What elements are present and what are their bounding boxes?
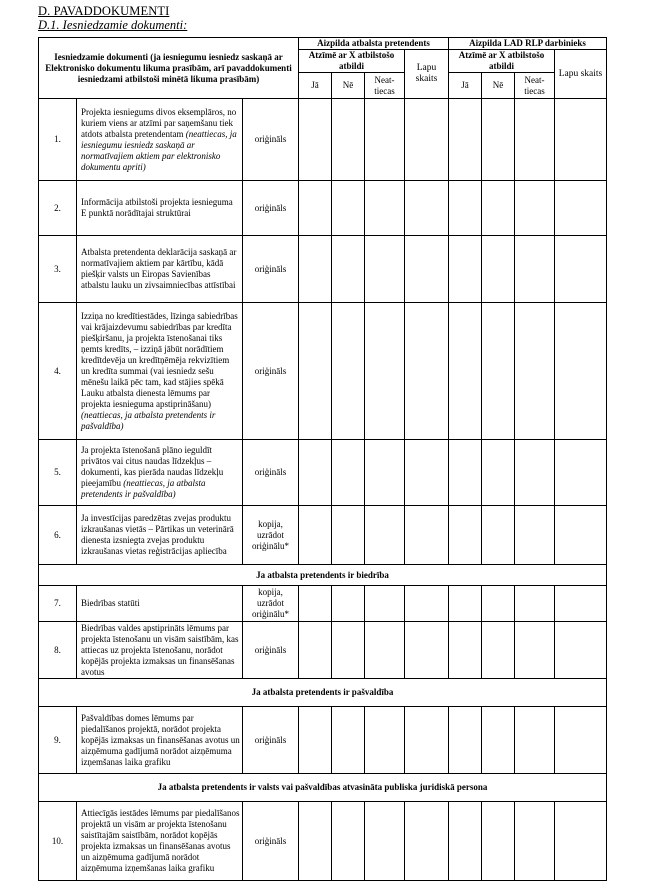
lad-pages-cell[interactable] — [555, 506, 607, 565]
group-header-association: Ja atbalsta pretendents ir biedrība — [39, 565, 607, 586]
row-doc-type: oriģināls — [243, 181, 299, 236]
row-number: 2. — [39, 181, 77, 236]
lad-pages-cell[interactable] — [555, 622, 607, 679]
group-header-municipality: Ja atbalsta pretendents ir pašvaldība — [39, 679, 607, 707]
lad-pages-cell[interactable] — [555, 586, 607, 622]
lad-no-cell[interactable] — [482, 586, 515, 622]
lad-yes-cell[interactable] — [449, 236, 482, 303]
lad-no-cell[interactable] — [482, 303, 515, 440]
applicant-no-cell[interactable] — [332, 440, 365, 506]
applicant-na-cell[interactable] — [365, 506, 405, 565]
lad-pages-cell[interactable] — [555, 236, 607, 303]
applicant-pages-cell[interactable] — [405, 303, 449, 440]
lad-yes-cell[interactable] — [449, 586, 482, 622]
applicant-pages-cell[interactable] — [405, 802, 449, 881]
lad-na-header: Neat-tiecas — [515, 73, 555, 99]
table-row — [39, 506, 607, 565]
row-number: 6. — [39, 506, 77, 565]
row-doc-type: oriģināls — [243, 99, 299, 181]
row-doc-type: oriģināls — [243, 303, 299, 440]
row-number: 9. — [39, 707, 77, 774]
row-doc-type: oriģināls — [243, 802, 299, 881]
applicant-na-cell[interactable] — [365, 707, 405, 774]
row-doc-type: oriģināls — [243, 707, 299, 774]
applicant-yes-cell[interactable] — [299, 181, 332, 236]
applicant-pages-cell[interactable] — [405, 440, 449, 506]
row-description: Attiecīgās iestādes lēmums par piedalīšanos projektā un visām ar projekta īstenošanu saistītajām saistībām, norādot kopējās projekta izmaksas un finansēšanas avotus un aizņēmuma gadījumā norādot aizņēmuma izņemšanas laika grafiku — [77, 802, 243, 881]
row-number: 4. — [39, 303, 77, 440]
row-description: Pašvaldības domes lēmums par piedalīšanos projektā, norādot projekta kopējās izmaksas un finansēšanas avotus un aizņēmuma gadījumā norādot aizņēmuma izņemšanas laika grafiku — [77, 707, 243, 774]
applicant-na-cell[interactable] — [365, 622, 405, 679]
row-description: Informācija atbilstoši projekta iesnieguma E punktā norādītajai struktūrai — [77, 181, 243, 236]
applicant-yes-cell[interactable] — [299, 802, 332, 881]
applicant-no-cell[interactable] — [332, 181, 365, 236]
applicant-pages-cell[interactable] — [405, 622, 449, 679]
row-doc-type: kopija, uzrādot oriģinālu* — [243, 506, 299, 565]
applicant-pages-cell[interactable] — [405, 586, 449, 622]
applicant-yes-cell[interactable] — [299, 707, 332, 774]
group-header-public-entity: Ja atbalsta pretendents ir valsts vai pašvaldības atvasināta publiska juridiskā persona — [39, 774, 607, 802]
applicant-na-cell[interactable] — [365, 440, 405, 506]
applicant-no-cell[interactable] — [332, 622, 365, 679]
lad-na-cell[interactable] — [515, 181, 555, 236]
lad-pages-cell[interactable] — [555, 99, 607, 181]
row-doc-type: kopija, uzrādot oriģinālu* — [243, 586, 299, 622]
table-row — [39, 236, 607, 303]
applicant-yes-cell[interactable] — [299, 303, 332, 440]
table-row — [39, 707, 607, 774]
row-number: 5. — [39, 440, 77, 506]
row-doc-type: oriģināls — [243, 236, 299, 303]
applicant-yes-cell[interactable] — [299, 99, 332, 181]
row-number: 7. — [39, 586, 77, 622]
applicant-group-header: Aizpilda atbalsta pretendents — [299, 38, 449, 50]
lad-yes-cell[interactable] — [449, 802, 482, 881]
lad-na-cell[interactable] — [515, 440, 555, 506]
applicant-yes-cell[interactable] — [299, 236, 332, 303]
applicant-no-cell[interactable] — [332, 99, 365, 181]
row-description: Ja projekta īstenošanā plāno ieguldīt privātos vai citus naudas līdzekļus – dokumenti, kas pierāda naudas līdzekļu pieejamību (neattiecas, ja atbalsta pretendents ir pašvaldība) — [77, 440, 243, 506]
applicant-na-header: Neat-tiecas — [365, 73, 405, 99]
row-number: 3. — [39, 236, 77, 303]
applicant-no-header: Nē — [332, 73, 365, 99]
row-number: 10. — [39, 802, 77, 881]
lad-no-cell[interactable] — [482, 99, 515, 181]
lad-mark-header: Atzīmē ar X atbilstošo atbildi — [449, 50, 555, 73]
documents-table — [38, 37, 607, 881]
lad-no-cell[interactable] — [482, 707, 515, 774]
table-row — [39, 622, 607, 679]
lad-na-cell[interactable] — [515, 506, 555, 565]
applicant-no-cell[interactable] — [332, 506, 365, 565]
row-description: Biedrības statūti — [77, 586, 243, 622]
applicant-pages-cell[interactable] — [405, 236, 449, 303]
lad-group-header: Aizpilda LAD RLP darbinieks — [449, 38, 607, 50]
row-description: Projekta iesniegums divos eksemplāros, no kuriem viens ar atzīmi par saņemšanu tiek atdots atbalsta pretendentam (neattiecas, ja iesniegumu iesniedz saskaņā ar normatīvajiem aktiem par elektronisko dokumentu apriti) — [77, 99, 243, 181]
lad-pages-cell[interactable] — [555, 181, 607, 236]
applicant-yes-cell[interactable] — [299, 622, 332, 679]
row-description: Ja investīcijas paredzētas zvejas produktu izkraušanas vietās – Pārtikas un veterinārā dienesta izsniegta zvejas produktu izkraušanas vietas reģistrācijas apliecība — [77, 506, 243, 565]
applicant-na-cell[interactable] — [365, 99, 405, 181]
lad-pages-cell[interactable] — [555, 440, 607, 506]
lad-no-cell[interactable] — [482, 440, 515, 506]
applicant-na-cell[interactable] — [365, 586, 405, 622]
lad-yes-cell[interactable] — [449, 440, 482, 506]
lad-na-cell[interactable] — [515, 802, 555, 881]
lad-pages-cell[interactable] — [555, 707, 607, 774]
lad-no-cell[interactable] — [482, 181, 515, 236]
lad-na-cell[interactable] — [515, 586, 555, 622]
lad-na-cell[interactable] — [515, 707, 555, 774]
row-description: Biedrības valdes apstiprināts lēmums par projekta īstenošanu un visām saistībām, kas attiecas uz projekta īstenošanu, norādot kopējās projekta izmaksas un finansēšanas avotus — [77, 622, 243, 679]
lad-yes-cell[interactable] — [449, 622, 482, 679]
lad-na-cell[interactable] — [515, 622, 555, 679]
lad-na-cell[interactable] — [515, 99, 555, 181]
lad-no-cell[interactable] — [482, 802, 515, 881]
table-row — [39, 181, 607, 236]
applicant-na-cell[interactable] — [365, 236, 405, 303]
lad-na-cell[interactable] — [515, 236, 555, 303]
applicant-mark-header: Atzīmē ar X atbilstošo atbildi — [299, 50, 405, 73]
documents-column-header: Iesniedzamie dokumenti (ja iesniegumu iesniedz saskaņā ar Elektronisko dokumentu likuma prasībām, arī pavaddokumenti iesniedzami atbilstoši minētā likuma prasībām) — [39, 38, 299, 99]
applicant-no-cell[interactable] — [332, 303, 365, 440]
lad-no-header: Nē — [482, 73, 515, 99]
applicant-no-cell[interactable] — [332, 586, 365, 622]
lad-yes-cell[interactable] — [449, 506, 482, 565]
lad-yes-cell[interactable] — [449, 303, 482, 440]
applicant-no-cell[interactable] — [332, 802, 365, 881]
table-row — [39, 303, 607, 440]
applicant-yes-cell[interactable] — [299, 440, 332, 506]
lad-pages-header: Lapu skaits — [555, 50, 607, 99]
lad-yes-cell[interactable] — [449, 99, 482, 181]
applicant-yes-cell[interactable] — [299, 506, 332, 565]
row-number: 8. — [39, 622, 77, 679]
lad-pages-cell[interactable] — [555, 303, 607, 440]
row-doc-type: oriģināls — [243, 440, 299, 506]
applicant-na-cell[interactable] — [365, 303, 405, 440]
table-row — [39, 440, 607, 506]
table-row — [39, 99, 607, 181]
lad-na-cell[interactable] — [515, 303, 555, 440]
applicant-pages-header: Lapu skaits — [405, 50, 449, 99]
row-description: Izziņa no kredītiestādes, līzinga sabiedrības vai krājaizdevumu sabiedrības par kredīta piešķiršanu, ja projekta īstenošanai tiks ņemts kredīts, – izziņā jābūt norādītiem kredītdevēja un kredītņēmēja rekvizītiem un kredīta summai (vai iesniedz sešu mēnešu laikā pēc tam, kad stājies spēkā Lauku atbalsta dienesta lēmums par projekta iesnieguma apstiprināšanu) (neattiecas, ja atbalsta pretendents ir pašvaldība) — [77, 303, 243, 440]
subsection-title: D.1. Iesniedzamie dokumenti: — [38, 18, 188, 32]
applicant-yes-header: Jā — [299, 73, 332, 99]
row-number: 1. — [39, 99, 77, 181]
applicant-pages-cell[interactable] — [405, 707, 449, 774]
row-doc-type: oriģināls — [243, 622, 299, 679]
lad-no-cell[interactable] — [482, 506, 515, 565]
lad-yes-cell[interactable] — [449, 707, 482, 774]
applicant-pages-cell[interactable] — [405, 99, 449, 181]
table-row — [39, 586, 607, 622]
lad-yes-header: Jā — [449, 73, 482, 99]
applicant-no-cell[interactable] — [332, 707, 365, 774]
applicant-na-cell[interactable] — [365, 181, 405, 236]
row-description: Atbalsta pretendenta deklarācija saskaņā ar normatīvajiem aktiem par kārtību, kādā piešķir valsts un Eiropas Savienības atbalstu lauku un zivsaimniecības attīstībai — [77, 236, 243, 303]
table-row — [39, 802, 607, 881]
applicant-pages-cell[interactable] — [405, 181, 449, 236]
lad-pages-cell[interactable] — [555, 802, 607, 881]
applicant-na-cell[interactable] — [365, 802, 405, 881]
applicant-no-cell[interactable] — [332, 236, 365, 303]
section-title: D. PAVADDOKUMENTI — [38, 4, 170, 18]
lad-yes-cell[interactable] — [449, 181, 482, 236]
applicant-pages-cell[interactable] — [405, 506, 449, 565]
applicant-yes-cell[interactable] — [299, 586, 332, 622]
lad-no-cell[interactable] — [482, 622, 515, 679]
lad-no-cell[interactable] — [482, 236, 515, 303]
